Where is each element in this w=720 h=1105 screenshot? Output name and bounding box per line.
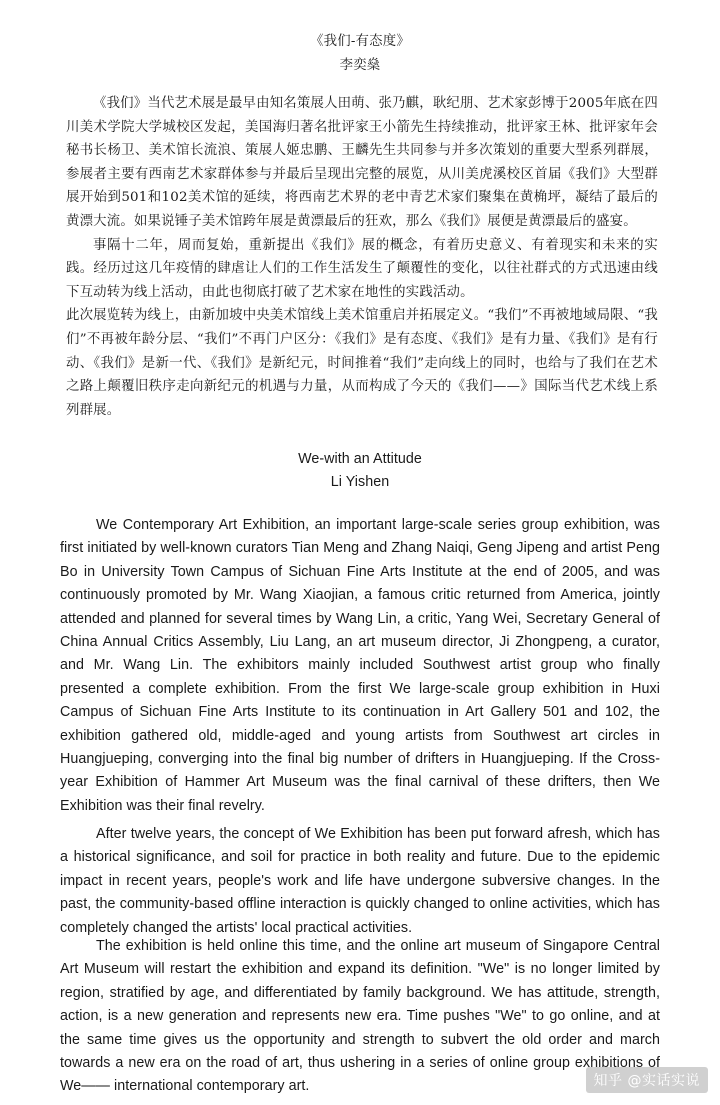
chinese-header [0,30,720,77]
chinese-paragraph-1: 《我们》当代艺术展是最早由知名策展人田萌、张乃麒，耿纪朋、艺术家彭博于2005年底在四川美术学院大学城校区发起，美国海归著名批评家王小箭先生持续推动，批评家王林、批评家年会秘书长杨卫、美术馆长流浪、策展人姬忠鹏、王麟先生共同参与并多次策划的重要大型系列群展，参展者主要有西南艺术家群体参与并最后呈现出完整的展览，从川美虎溪校区首届《我们》大型群展开始到501和102美术馆的延续，将西南艺术界的老中青艺术家们聚集在黄桷坪，凝结了最后的黄漂大流。如果说锤子美术馆跨年展是黄漂最后的狂欢，那么《我们》展便是黄漂最后的盛宴。 [66,96,658,229]
english-header [0,448,720,495]
zhihu-watermark: 知乎 @实话实说 [586,1067,708,1093]
chinese-author: 李奕燊 [339,57,381,73]
chinese-title: 《我们-有态度》 [310,34,410,49]
chinese-paragraph-3: 此次展览转为线上，由新加坡中央美术馆线上美术馆重启并拓展定义。“我们”不再被地域局限、“我们”不再被年龄分层、“我们”不再门户区分：《我们》是有态度、《我们》是有力量、《我们》是有行动、《我们》是新一代、《我们》是新纪元，时间推着“我们”走向线上的同时，也给与了我们在艺术之路上颠覆旧秩序走向新纪元的机遇与力量，从而构成了今天的《我们——》国际当代艺术线上系列群展。 [66,308,658,418]
english-body-1 [60,514,660,818]
chinese-body [66,92,658,422]
english-title: We-with an Attitude [298,451,422,467]
english-paragraph-3: The exhibition is held online this time, and the online art museum of Singapore Central Art Museum will restart the exhibition and expand its definition. "We" is no longer limited by region, stratified by age, and differentiated by family background. We has attitude, strength, action, is a new generation and represents new era. Time pushes "We" to go online, and at the same time gives us the opportunity and strength to subvert the old order and march towards a new era on the road of art, thus ushering in a series of online group exhibitions of We—— international contemporary art. [60,938,660,1095]
english-body-2 [60,823,660,940]
english-paragraph-2: After twelve years, the concept of We Exhibition has been put forward afresh, which has a historical significance, and soil for practice in both reality and future. Due to the epidemic impact in recent years, people's work and life have undergone subversive changes. In the past, the community-based offline interaction is quickly changed to online activities, which has completely changed the artists' local practical activities. [60,826,660,936]
english-paragraph-1: We Contemporary Art Exhibition, an important large-scale series group exhibition, was first initiated by well-known curators Tian Meng and Zhang Naiqi, Geng Jipeng and artist Peng Bo in University Town Campus of Sichuan Fine Arts Institute at the end of 2005, and was continuously promoted by Mr. Wang Xiaojian, a famous critic returned from America, jointly attended and planned for several times by Wang Lin, a critic, Yang Wei, Secretary General of China Annual Critics Assembly, Liu Lang, an art museum director, Ji Zhongpeng, a curator, and Mr. Wang Lin. The exhibitors mainly included Southwest artist group who finally presented a complete exhibition. From the first We large-scale group exhibition in Huxi Campus of Sichuan Fine Arts Institute to its continuation in Art Gallery 501 and 102, the exhibition gathered old, middle-aged and young artists from Southwest art circles in Huangjueping, converging into the final big number of drifters in Huangjueping. If the Cross-year Exhibition of Hammer Art Museum was the final carnival of these drifters, then We Exhibition was their final revelry. [60,517,660,814]
english-body-3 [60,935,660,1099]
chinese-paragraph-2: 事隔十二年，周而复始，重新提出《我们》展的概念，有着历史意义、有着现实和未来的实践。经历过这几年疫情的肆虐让人们的工作生活发生了颠覆性的变化，以往社群式的方式迅速由线下互动转为线上活动，由此也彻底打破了艺术家在地性的实践活动。 [66,237,658,300]
english-author: Li Yishen [330,474,390,491]
